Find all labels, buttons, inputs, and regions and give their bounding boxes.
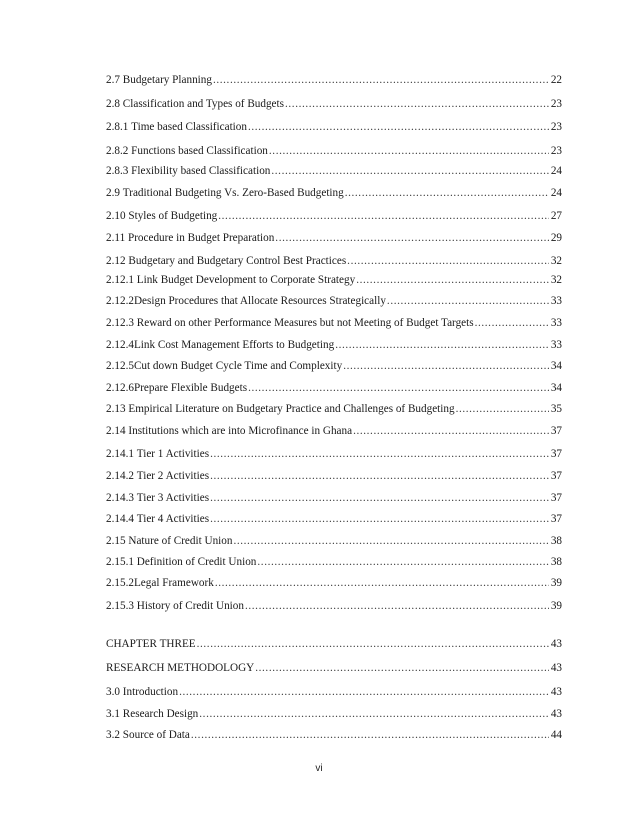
toc-entry-label: Nature of Credit Union [128, 535, 233, 547]
toc-leader-dots [245, 598, 549, 614]
toc-entry-number: 3.0 [106, 686, 120, 698]
toc-entry-label: RESEARCH METHODOLOGY [106, 662, 255, 674]
toc-leader-dots [475, 315, 549, 331]
toc-entry-page: 23 [550, 121, 562, 133]
toc-entry [106, 727, 562, 743]
toc-entry [106, 272, 562, 288]
toc-entry-page: 37 [550, 513, 562, 525]
toc-leader-dots [356, 272, 549, 288]
toc-entry [106, 337, 562, 353]
toc-entry-page: 38 [550, 535, 562, 547]
toc-entry [106, 660, 562, 676]
toc-leader-dots [197, 636, 549, 652]
toc-entry [106, 490, 562, 506]
toc-entry-label: Tier 3 Activities [136, 492, 210, 504]
toc-entry-label: CHAPTER THREE [106, 638, 196, 650]
toc-entry [106, 468, 562, 484]
toc-entry-number: 2.10 [106, 210, 126, 222]
toc-entry-page: 37 [550, 492, 562, 504]
toc-entry-label: Classification and Types of Budgets [122, 98, 284, 110]
toc-entry-label: Introduction [122, 686, 179, 698]
toc-entry-number: 2.15.1 [106, 556, 134, 568]
toc-entry-label: History of Credit Union [136, 600, 244, 612]
toc-entry-label: Tier 2 Activities [136, 470, 210, 482]
toc-leader-dots [353, 423, 549, 439]
toc-entry-page: 24 [550, 165, 562, 177]
toc-entry-number: 2.12.3 [106, 317, 134, 329]
toc-entry-number: 2.14.2 [106, 470, 134, 482]
toc-entry-page: 39 [550, 600, 562, 612]
toc-leader-dots [210, 468, 549, 484]
toc-entry [106, 163, 562, 179]
toc-entry-number: 2.14 [106, 425, 126, 437]
toc-entry [106, 119, 562, 135]
toc-leader-dots [345, 185, 549, 201]
toc-entry-label: Prepare Flexible Budgets [133, 382, 248, 394]
toc-entry-label: Flexibility based Classification [131, 165, 271, 177]
toc-leader-dots [233, 533, 548, 549]
toc-entry-page: 43 [550, 708, 562, 720]
toc-entry-label: Institutions which are into Microfinance in Ghana [128, 425, 353, 437]
toc-entry-number: 2.8.3 [106, 165, 129, 177]
toc-entry-page: 44 [550, 729, 562, 741]
toc-entry-label: Time based Classification [131, 121, 247, 133]
toc-leader-dots [199, 706, 549, 722]
toc-leader-dots [387, 293, 549, 309]
toc-entry-label: Design Procedures that Allocate Resources Strategically [133, 295, 386, 307]
toc-leader-dots [255, 660, 549, 676]
toc-leader-dots [218, 208, 549, 224]
toc-leader-dots [210, 446, 549, 462]
toc-entry-label: Cut down Budget Cycle Time and Complexity [133, 360, 343, 372]
toc-entry-label: Functions based Classification [131, 145, 268, 157]
toc-entry-label: Source of Data [122, 729, 190, 741]
toc-entry [106, 511, 562, 527]
toc-entry-label: Link Cost Management Efforts to Budgeting [133, 339, 335, 351]
toc-entry-number: 2.12.1 [106, 274, 134, 286]
toc-entry [106, 315, 562, 331]
toc-entry-label: Tier 1 Activities [136, 448, 210, 460]
toc-entry-page: 23 [550, 145, 562, 157]
toc-entry [106, 533, 562, 549]
toc-entry-label: Reward on other Performance Measures but not Meeting of Budget Targets [136, 317, 474, 329]
toc-entry [106, 72, 562, 88]
toc-entry-number: 2.8.2 [106, 145, 129, 157]
toc-entry [106, 554, 562, 570]
toc-leader-dots [210, 511, 549, 527]
toc-leader-dots [179, 684, 549, 700]
toc-entry-label: Styles of Budgeting [128, 210, 218, 222]
toc-entry-number: 2.12.4 [106, 339, 134, 351]
toc-entry [106, 598, 562, 614]
toc-entry-number: 2.12.6 [106, 382, 134, 394]
toc-entry-number: 2.8 [106, 98, 120, 110]
toc-entry [106, 401, 562, 417]
toc-entry-number: 2.14.4 [106, 513, 134, 525]
toc-entry [106, 706, 562, 722]
toc-entry-number: 3.1 [106, 708, 120, 720]
toc-entry [106, 358, 562, 374]
toc-entry-number: 2.13 [106, 403, 126, 415]
toc-entry-page: 23 [550, 98, 562, 110]
toc-entry-page: 43 [550, 686, 562, 698]
toc-entry-label: Link Budget Development to Corporate Strategy [136, 274, 356, 286]
toc-entry [106, 208, 562, 224]
toc-entry-number: 2.9 [106, 187, 120, 199]
toc-leader-dots [248, 380, 549, 396]
toc-entry-page: 22 [550, 74, 562, 86]
toc-leader-dots [191, 727, 549, 743]
toc-entry-number: 2.11 [106, 232, 126, 244]
toc-entry [106, 253, 562, 269]
toc-entry-label: Research Design [122, 708, 199, 720]
toc-entry-number: 2.12 [106, 255, 126, 267]
toc-entry-number: 2.15.3 [106, 600, 134, 612]
toc-entry-page: 37 [550, 470, 562, 482]
toc-leader-dots [343, 358, 549, 374]
toc-entry [106, 96, 562, 112]
toc-entry-label: Definition of Credit Union [136, 556, 257, 568]
toc-leader-dots [347, 253, 549, 269]
toc-entry-label: Traditional Budgeting Vs. Zero-Based Budgeting [122, 187, 344, 199]
toc-leader-dots [285, 96, 549, 112]
toc-entry-number: 2.15 [106, 535, 126, 547]
toc-entry-number: 2.15.2 [106, 577, 134, 589]
toc-entry-page: 43 [550, 662, 562, 674]
toc-entry-page: 34 [550, 382, 562, 394]
toc-entry [106, 636, 562, 652]
toc-leader-dots [456, 401, 549, 417]
toc-entry-page: 27 [550, 210, 562, 222]
toc-entry-number: 2.12.5 [106, 360, 134, 372]
toc-entry-label: Budgetary and Budgetary Control Best Practices [128, 255, 347, 267]
toc-entry [106, 423, 562, 439]
toc-entry [106, 230, 562, 246]
toc-entry-page: 32 [550, 255, 562, 267]
toc-entry [106, 293, 562, 309]
toc-entry-page: 39 [550, 577, 562, 589]
page-number: vi [315, 763, 323, 774]
toc-entry-page: 38 [550, 556, 562, 568]
toc-entry-number: 2.12.2 [106, 295, 134, 307]
toc-entry-number: 2.14.3 [106, 492, 134, 504]
toc-entry-label: Tier 4 Activities [136, 513, 210, 525]
toc-entry-page: 24 [550, 187, 562, 199]
toc-entry-page: 37 [550, 425, 562, 437]
toc-entry-label: Budgetary Planning [122, 74, 212, 86]
toc-leader-dots [269, 143, 549, 159]
toc-entry-number: 3.2 [106, 729, 120, 741]
toc-entry-label: Procedure in Budget Preparation [127, 232, 275, 244]
toc-entry-page: 33 [550, 295, 562, 307]
toc-leader-dots [215, 575, 549, 591]
toc-entry [106, 185, 562, 201]
toc-leader-dots [271, 163, 548, 179]
toc-entry [106, 143, 562, 159]
toc-leader-dots [335, 337, 549, 353]
toc-entry-page: 32 [550, 274, 562, 286]
toc-entry-label: Empirical Literature on Budgetary Practice and Challenges of Budgeting [128, 403, 455, 415]
toc-entry-page: 35 [550, 403, 562, 415]
toc-entry [106, 575, 562, 591]
toc-entry-number: 2.7 [106, 74, 120, 86]
toc-leader-dots [257, 554, 548, 570]
toc-entry-page: 34 [550, 360, 562, 372]
toc-entry [106, 684, 562, 700]
toc-leader-dots [213, 72, 549, 88]
toc-entry-page: 37 [550, 448, 562, 460]
toc-entry [106, 446, 562, 462]
toc-entry [106, 380, 562, 396]
toc-leader-dots [275, 230, 549, 246]
toc-entry-label: Legal Framework [133, 577, 214, 589]
toc-entry-page: 43 [550, 638, 562, 650]
toc-entry-page: 33 [550, 317, 562, 329]
toc-entry-number: 2.8.1 [106, 121, 129, 133]
toc-entry-number: 2.14.1 [106, 448, 134, 460]
toc-entry-page: 29 [550, 232, 562, 244]
toc-leader-dots [248, 119, 549, 135]
toc-entry-page: 33 [550, 339, 562, 351]
toc-leader-dots [210, 490, 549, 506]
